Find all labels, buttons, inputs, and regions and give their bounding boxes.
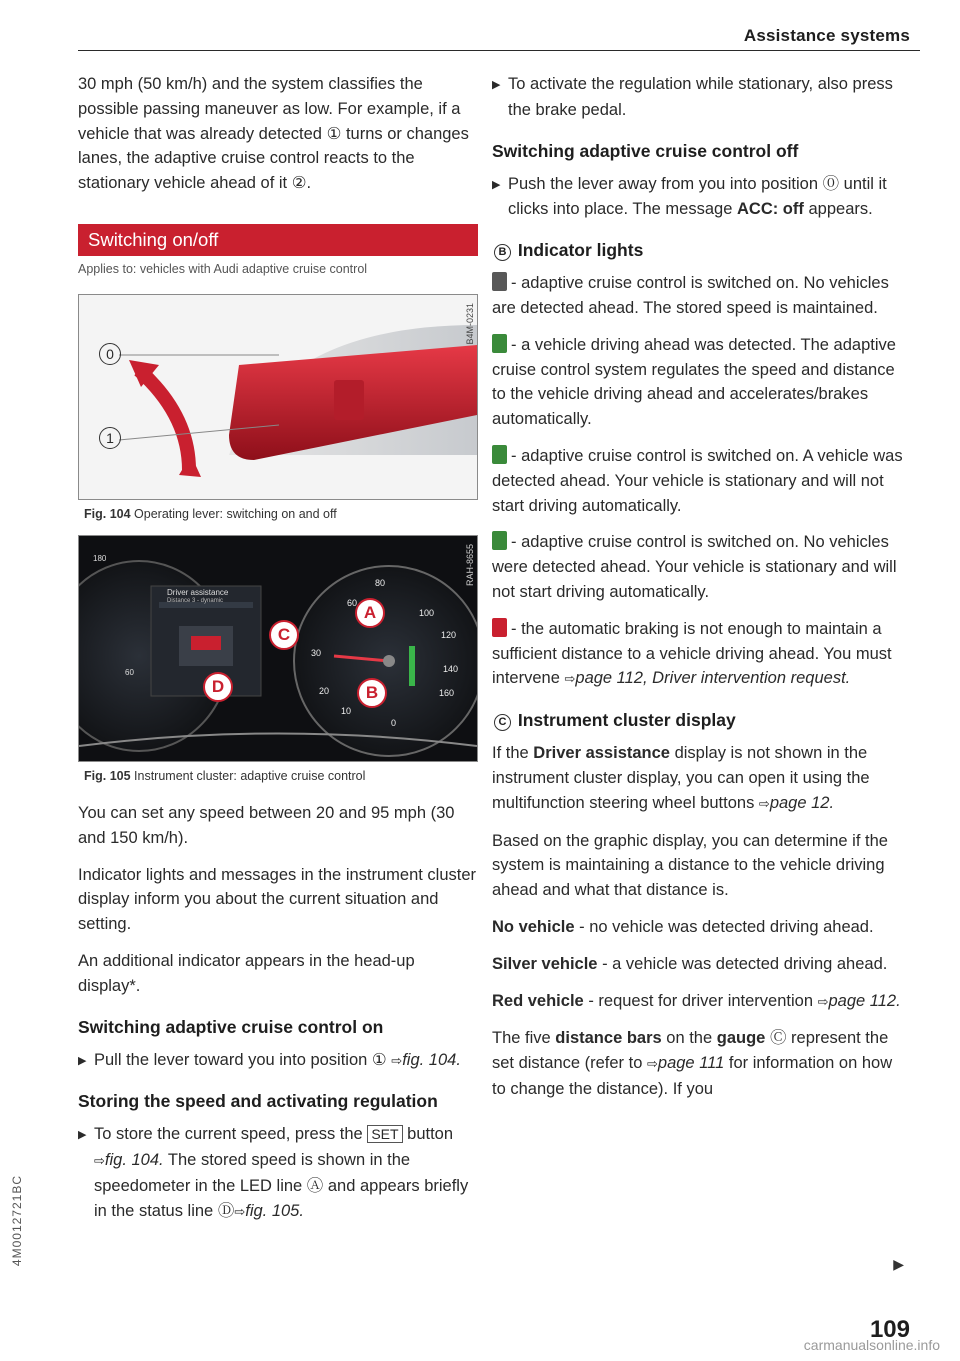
bullet-marker: ▶	[78, 1129, 87, 1142]
term: Silver vehicle	[492, 954, 598, 973]
xref-arrow-icon: ⇨	[647, 1056, 658, 1072]
small-speed-readout: 60	[125, 667, 134, 677]
tick-60: 60	[347, 597, 358, 608]
figure-105	[78, 535, 478, 762]
indicator-text: - the automatic braking is not enough to maintain a sufficient distance to a vehicle driving ahead. You must intervene	[492, 619, 892, 688]
callout-a: A	[355, 598, 385, 628]
stationary-vehicle-ahead-indicator-icon	[492, 445, 507, 464]
heading-indicator-lights	[492, 240, 910, 261]
distance-bars-paragraph	[492, 1026, 910, 1101]
acc-off-message: ACC: off	[736, 200, 804, 219]
set-key: SET	[367, 1125, 402, 1143]
xref-fig104[interactable]: fig. 104.	[104, 1151, 164, 1170]
indicator-5	[492, 617, 910, 692]
caption-text: Operating lever: switching on and off	[134, 506, 337, 521]
bullet-store-speed	[78, 1122, 478, 1224]
cluster-paragraph-1	[492, 741, 910, 816]
no-vehicle-paragraph	[492, 915, 910, 940]
figure-label: Fig. 104	[84, 506, 131, 521]
text: The five	[492, 1029, 551, 1048]
xref-arrow-icon: ⇨	[391, 1052, 403, 1068]
bullet-marker: ▶	[78, 1054, 87, 1067]
tick-140: 140	[443, 663, 459, 674]
figure-code: RAH-8655	[465, 543, 475, 587]
callout-d: D	[203, 672, 233, 702]
term: Red vehicle	[492, 991, 584, 1010]
page-number: 109	[869, 1316, 910, 1343]
callout-b: B	[357, 678, 387, 708]
heading-cluster-display	[492, 710, 910, 731]
tick-80: 80	[375, 577, 386, 588]
indicator-text: - adaptive cruise control is switched on. No vehicles are detected ahead. The stored speed is maintained.	[492, 274, 889, 317]
driver-assistance-term: Driver assistance	[533, 744, 670, 763]
applies-to: Applies to: vehicles with Audi adaptive cruise control	[78, 261, 368, 276]
text: display is not shown in the instrument cluster display, you can open it using the multifunction steering wheel buttons	[492, 744, 870, 812]
red-vehicle-paragraph	[492, 989, 910, 1015]
term: gauge	[716, 1029, 766, 1048]
intervention-indicator-icon	[492, 618, 507, 637]
xref-arrow-icon: ⇨	[234, 1203, 246, 1219]
bullet-marker: ▶	[492, 79, 501, 91]
tick-100: 100	[419, 607, 435, 618]
caption-text: Instrument cluster: adaptive cruise control	[134, 768, 366, 783]
tick-30: 30	[311, 647, 322, 658]
indicator-text: - adaptive cruise control is switched on. No vehicles were detected ahead. Your vehicle is stationary and will not start driving automatically.	[492, 533, 897, 601]
xref-fig104[interactable]: fig. 104.	[402, 1050, 461, 1069]
heading-switch-on: Switching adaptive cruise control on	[78, 1016, 384, 1037]
tick-120: 120	[441, 629, 457, 640]
text: - no vehicle was detected driving ahead.	[579, 917, 874, 936]
callout-c: C	[269, 620, 299, 650]
tick-0: 0	[391, 717, 397, 728]
bullet-text: To store the current speed, press the	[94, 1125, 363, 1144]
bullet-text: appears.	[808, 200, 873, 219]
bullet-text: To activate the regulation while stationary, also press the brake pedal.	[508, 75, 893, 119]
bullet-marker: ▶	[492, 178, 501, 191]
lever-illustration	[79, 295, 477, 499]
callout-1: 1	[99, 427, 121, 449]
indicator-3	[492, 444, 910, 518]
screen-title: Driver assistance	[167, 587, 229, 597]
silver-vehicle-paragraph	[492, 952, 910, 977]
xref-arrow-icon: ⇨	[564, 671, 576, 687]
xref-page-112[interactable]: page 112.	[828, 991, 901, 1010]
text: If the	[492, 744, 529, 763]
heading-store-speed: Storing the speed and activating regulation	[78, 1091, 438, 1112]
figure-label: Fig. 105	[84, 768, 131, 783]
callout-0: 0	[99, 343, 121, 365]
section-header: Assistance systems	[743, 26, 910, 45]
text: Ⓒ represent the set distance (refer to	[492, 1029, 889, 1073]
speed-range-paragraph: You can set any speed between 20 and 95 mph (30 and 150 km/h).	[78, 803, 455, 847]
indicator-1	[492, 271, 910, 321]
screen-subtitle: Distance 3 - dynamic	[167, 597, 224, 604]
indicator-text: - adaptive cruise control is switched on. A vehicle was detected ahead. Your vehicle is stationary and will not start driving automatically.	[492, 446, 903, 515]
right-column	[492, 72, 910, 1114]
section-title: Switching on/off	[78, 224, 478, 256]
heading-text: Instrument cluster display	[517, 710, 736, 731]
text: on the	[666, 1029, 713, 1048]
tick-10: 10	[341, 705, 352, 716]
indicator-2	[492, 333, 910, 432]
odometer-readout: 180	[93, 553, 107, 563]
xref-page-12[interactable]: page 12.	[769, 793, 835, 812]
cluster-paragraph-2: Based on the graphic display, you can determine if the system is maintaining a distance to the vehicle driving ahead and what that distance is.	[492, 831, 888, 900]
tick-160: 160	[439, 687, 455, 698]
bullet-text: The stored speed is shown in the speedometer in the LED line Ⓐ and appears briefly in the status line Ⓓ	[94, 1151, 469, 1220]
indicator-paragraph: Indicator lights and messages in the instrument cluster display inform you about the current situation and setting.	[78, 865, 477, 934]
heading-text: Indicator lights	[517, 240, 644, 261]
stationary-no-vehicle-indicator-icon	[492, 531, 507, 550]
text: - a vehicle was detected driving ahead.	[602, 954, 888, 973]
header-rule	[78, 50, 920, 51]
acc-on-indicator-icon	[492, 272, 507, 291]
indicator-4	[492, 530, 910, 604]
hud-paragraph: An additional indicator appears in the head-up display*.	[78, 951, 415, 995]
xref-page-112[interactable]: page 112, Driver intervention request.	[575, 669, 851, 688]
bullet-switch-off	[492, 172, 910, 223]
figure-104-caption	[84, 507, 478, 521]
vehicle-detected-indicator-icon	[492, 334, 507, 353]
tick-20: 20	[319, 685, 330, 696]
footer-watermark: carmanualsonline.info	[803, 1337, 940, 1353]
document-code: 4M0012721BC	[10, 1175, 24, 1267]
bullet-text: Pull the lever toward you into position ①	[94, 1050, 387, 1069]
term: distance bars	[555, 1029, 662, 1048]
xref-arrow-icon: ⇨	[758, 795, 770, 811]
indicator-text: - a vehicle driving ahead was detected. The adaptive cruise control system regulates the speed and distance to the vehicle driving ahead and accelerates/brakes automatically.	[492, 335, 896, 429]
continue-arrow-icon: ▶	[893, 1256, 904, 1272]
term: No vehicle	[492, 917, 575, 936]
callout-c-marker: C	[494, 714, 511, 731]
xref-arrow-icon: ⇨	[817, 993, 829, 1009]
heading-switch-off: Switching adaptive cruise control off	[492, 140, 799, 161]
bullet-text: Push the lever away from you into position ⓪ until it clicks into place. The message	[508, 174, 887, 219]
xref-arrow-icon: ⇨	[94, 1153, 105, 1169]
figure-105-caption	[84, 769, 478, 783]
figure-code: B4M-0231	[465, 302, 475, 345]
bullet-text: button	[407, 1125, 454, 1144]
callout-b-marker: B	[494, 244, 511, 261]
left-column	[78, 72, 478, 1237]
text: for information on how to change the distance). If you	[492, 1054, 893, 1098]
bullet-stationary	[492, 72, 910, 123]
bullet-switch-on	[78, 1048, 478, 1074]
figure-104	[78, 294, 478, 500]
intro-paragraph: 30 mph (50 km/h) and the system classifies the possible passing maneuver as low. For example, if a vehicle that was already detected ① turns or changes lanes, the adaptive cruise control reacts to the stationary vehicle ahead of it ②.	[78, 75, 469, 193]
xref-fig105[interactable]: fig. 105.	[245, 1201, 304, 1220]
text: - request for driver intervention	[588, 991, 813, 1010]
xref-page-111[interactable]: page 111	[657, 1054, 725, 1073]
